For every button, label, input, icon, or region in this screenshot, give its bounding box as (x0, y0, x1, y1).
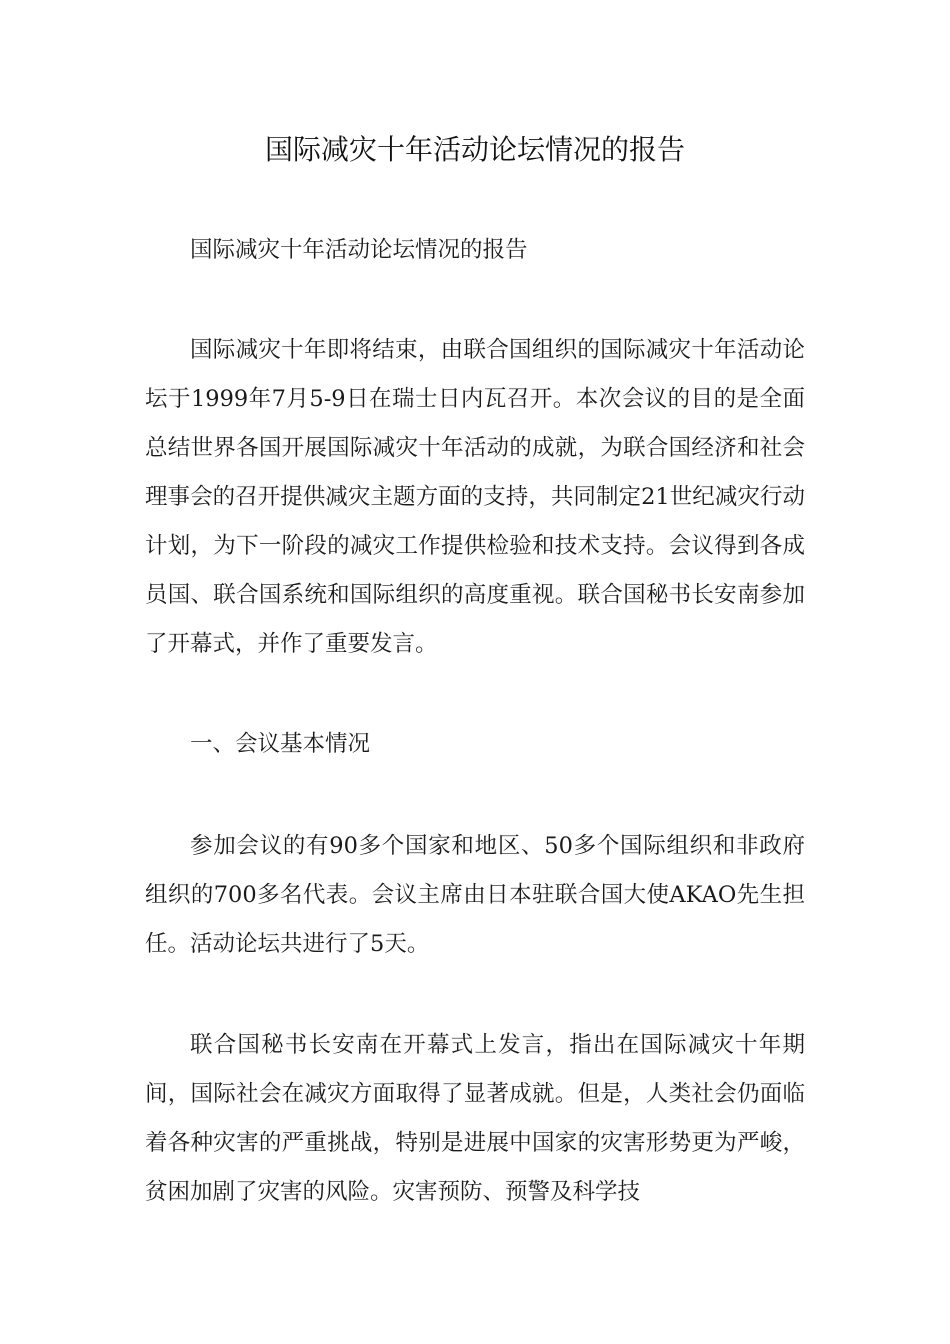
document-subtitle: 国际减灾十年活动论坛情况的报告 (190, 237, 528, 263)
section-heading-basic-info: 一、会议基本情况 (190, 731, 371, 757)
paragraph-participants: 参加会议的有90多个国家和地区、50多个国际组织和非政府组织的700多名代表。会议主席由日本驻联合国大使AKAO先生担任。活动论坛共进行了5天。 (145, 833, 805, 957)
document-title: 国际减灾十年活动论坛情况的报告 (264, 133, 685, 166)
paragraph-intro: 国际减灾十年即将结束，由联合国组织的国际减灾十年活动论坛于1999年7月5-9日在瑞士日内瓦召开。本次会议的目的是全面总结世界各国开展国际减灾十年活动的成就，为联合国经济和社会理事会的召开提供减灾主题方面的支持，共同制定21世纪减灾行动计划，为下一阶段的减灾工作提供检验和技术支持。会议得到各成员国、联合国系统和国际组织的高度重视。联合国秘书长安南参加了开幕式，并作了重要发言。 (145, 337, 805, 657)
paragraph-opening-speech: 联合国秘书长安南在开幕式上发言，指出在国际减灾十年期间，国际社会在减灾方面取得了显著成就。但是，人类社会仍面临着各种灾害的严重挑战，特别是进展中国家的灾害形势更为严峻，贫困加剧了灾害的风险。灾害预防、预警及科学技 (145, 1032, 805, 1205)
